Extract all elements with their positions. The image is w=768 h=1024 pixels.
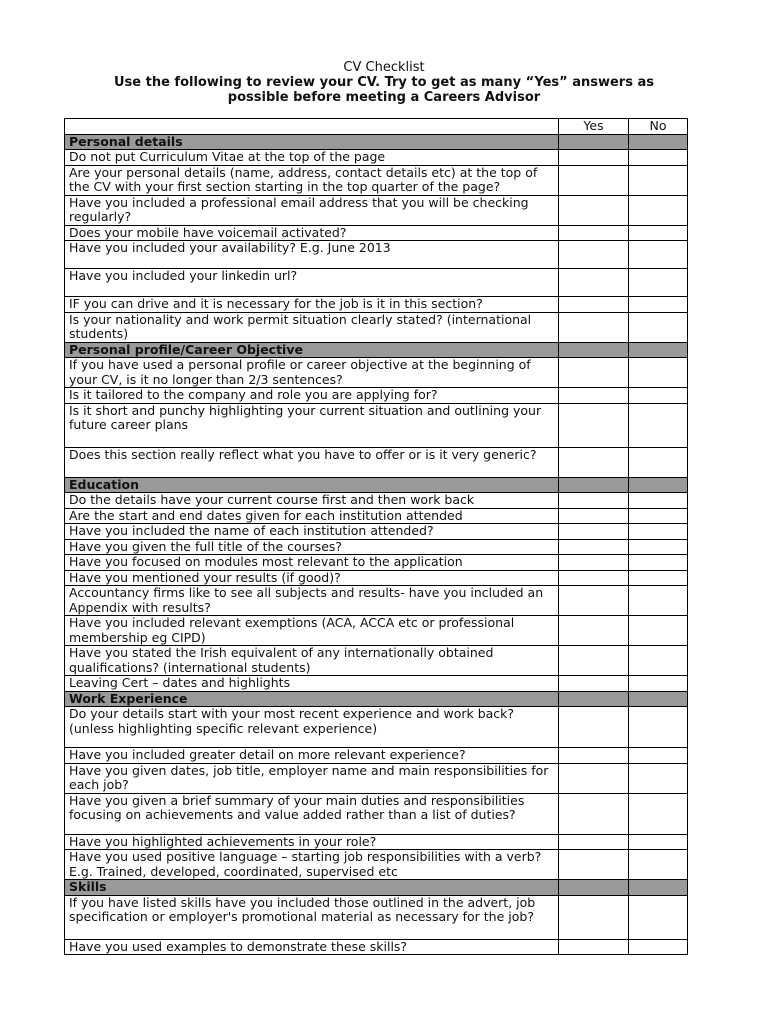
checklist-question: Are your personal details (name, address, contact details etc) at the top of the CV with your first section starting in the top quarter of the page? (65, 165, 559, 195)
no-answer-cell[interactable] (629, 165, 688, 195)
checklist-question: Have you mentioned your results (if good)? (65, 570, 559, 586)
no-answer-cell[interactable] (629, 586, 688, 616)
checklist-question: Is your nationality and work permit situation clearly stated? (international students) (65, 312, 559, 342)
checklist-row (65, 447, 688, 477)
checklist-row (65, 539, 688, 555)
checklist-question: Have you included your linkedin url? (65, 269, 559, 297)
yes-answer-cell[interactable] (559, 707, 629, 748)
yes-answer-cell[interactable] (559, 793, 629, 834)
checklist-question: Have you used positive language – starting job responsibilities with a verb? E.g. Trained, developed, coordinated, supervised etc (65, 850, 559, 880)
no-answer-cell[interactable] (629, 707, 688, 748)
checklist-question: Does your mobile have voicemail activated? (65, 225, 559, 241)
checklist-question: If you have used a personal profile or career objective at the beginning of your CV, is it no longer than 2/3 sentences? (65, 358, 559, 388)
page-subtitle-line-2: possible before meeting a Careers Advisor (227, 90, 541, 105)
checklist-row (65, 763, 688, 793)
yes-answer-cell[interactable] (559, 555, 629, 571)
checklist-row (65, 297, 688, 313)
no-answer-cell[interactable] (629, 763, 688, 793)
section-yes-cell (559, 880, 629, 896)
checklist-question: Have you given dates, job title, employer name and main responsibilities for each job? (65, 763, 559, 793)
checklist-row (65, 493, 688, 509)
checklist-question: Do the details have your current course first and then work back (65, 493, 559, 509)
section-header-row (65, 880, 688, 896)
checklist-row (65, 269, 688, 297)
yes-answer-cell[interactable] (559, 586, 629, 616)
checklist-question: If you have listed skills have you included those outlined in the advert, job specification or employer's promotional material as necessary for the job? (65, 895, 559, 939)
yes-answer-cell[interactable] (559, 297, 629, 313)
no-answer-cell[interactable] (629, 524, 688, 540)
no-answer-cell[interactable] (629, 646, 688, 676)
checklist-question: Have you included a professional email address that you will be checking regularly? (65, 195, 559, 225)
checklist-row (65, 895, 688, 939)
checklist-question: IF you can drive and it is necessary for the job is it in this section? (65, 297, 559, 313)
checklist-row (65, 793, 688, 834)
no-answer-cell[interactable] (629, 312, 688, 342)
yes-answer-cell[interactable] (559, 150, 629, 166)
checklist-question: Have you focused on modules most relevant to the application (65, 555, 559, 571)
checklist-row (65, 150, 688, 166)
checklist-row (65, 707, 688, 748)
checklist-row (65, 939, 688, 955)
yes-answer-cell[interactable] (559, 676, 629, 692)
header-no: No (629, 119, 688, 135)
checklist-question: Do your details start with your most recent experience and work back? (unless highlighting specific relevant experience) (65, 707, 559, 748)
no-answer-cell[interactable] (629, 388, 688, 404)
checklist-table (64, 118, 688, 955)
yes-answer-cell[interactable] (559, 895, 629, 939)
checklist-row (65, 388, 688, 404)
yes-answer-cell[interactable] (559, 763, 629, 793)
no-answer-cell[interactable] (629, 616, 688, 646)
no-answer-cell[interactable] (629, 195, 688, 225)
section-title: Personal profile/Career Objective (65, 342, 559, 358)
no-answer-cell[interactable] (629, 493, 688, 509)
no-answer-cell[interactable] (629, 676, 688, 692)
yes-answer-cell[interactable] (559, 312, 629, 342)
page-title: CV Checklist (343, 60, 425, 75)
checklist-row (65, 508, 688, 524)
checklist-row (65, 524, 688, 540)
header-question-cell (65, 119, 559, 135)
checklist-question: Accountancy firms like to see all subjects and results- have you included an Appendix with results? (65, 586, 559, 616)
checklist-question: Have you included greater detail on more relevant experience? (65, 748, 559, 764)
section-no-cell (629, 477, 688, 493)
section-yes-cell (559, 134, 629, 150)
yes-answer-cell[interactable] (559, 939, 629, 955)
yes-answer-cell[interactable] (559, 225, 629, 241)
no-answer-cell[interactable] (629, 539, 688, 555)
no-answer-cell[interactable] (629, 403, 688, 447)
section-title: Education (65, 477, 559, 493)
section-title: Personal details (65, 134, 559, 150)
section-header-row (65, 342, 688, 358)
document-header (0, 60, 768, 105)
section-no-cell (629, 880, 688, 896)
no-answer-cell[interactable] (629, 570, 688, 586)
section-yes-cell (559, 691, 629, 707)
checklist-row (65, 748, 688, 764)
yes-answer-cell[interactable] (559, 570, 629, 586)
yes-answer-cell[interactable] (559, 388, 629, 404)
no-answer-cell[interactable] (629, 297, 688, 313)
checklist-row (65, 834, 688, 850)
no-answer-cell[interactable] (629, 241, 688, 269)
checklist-row (65, 312, 688, 342)
checklist-row (65, 586, 688, 616)
no-answer-cell[interactable] (629, 508, 688, 524)
section-header-row (65, 477, 688, 493)
checklist-row (65, 165, 688, 195)
section-no-cell (629, 134, 688, 150)
checklist-row (65, 616, 688, 646)
yes-answer-cell[interactable] (559, 269, 629, 297)
page-subtitle-line-1: Use the following to review your CV. Try to get as many “Yes” answers as (113, 75, 654, 90)
yes-answer-cell[interactable] (559, 195, 629, 225)
section-header-row (65, 134, 688, 150)
no-answer-cell[interactable] (629, 225, 688, 241)
checklist-row (65, 570, 688, 586)
no-answer-cell[interactable] (629, 748, 688, 764)
checklist-question: Is it tailored to the company and role you are applying for? (65, 388, 559, 404)
checklist-row (65, 676, 688, 692)
section-header-row (65, 691, 688, 707)
checklist-row (65, 850, 688, 880)
no-answer-cell[interactable] (629, 447, 688, 477)
checklist-question: Do not put Curriculum Vitae at the top of the page (65, 150, 559, 166)
yes-answer-cell[interactable] (559, 850, 629, 880)
checklist-row (65, 403, 688, 447)
checklist-question: Have you used examples to demonstrate these skills? (65, 939, 559, 955)
checklist-row (65, 195, 688, 225)
checklist-question: Have you included your availability? E.g. June 2013 (65, 241, 559, 269)
checklist-row (65, 646, 688, 676)
header-yes: Yes (559, 119, 629, 135)
table-header-row (65, 119, 688, 135)
yes-answer-cell[interactable] (559, 403, 629, 447)
checklist-question: Have you highlighted achievements in your role? (65, 834, 559, 850)
yes-answer-cell[interactable] (559, 358, 629, 388)
checklist-question: Have you given a brief summary of your main duties and responsibilities focusing on achievements and value added rather than a list of duties? (65, 793, 559, 834)
checklist-question: Have you included the name of each institution attended? (65, 524, 559, 540)
no-answer-cell[interactable] (629, 793, 688, 834)
section-title: Skills (65, 880, 559, 896)
checklist-question: Are the start and end dates given for each institution attended (65, 508, 559, 524)
no-answer-cell[interactable] (629, 939, 688, 955)
section-no-cell (629, 342, 688, 358)
no-answer-cell[interactable] (629, 895, 688, 939)
checklist-question: Leaving Cert – dates and highlights (65, 676, 559, 692)
checklist-question: Does this section really reflect what you have to offer or is it very generic? (65, 447, 559, 477)
yes-answer-cell[interactable] (559, 524, 629, 540)
checklist-question: Have you included relevant exemptions (ACA, ACCA etc or professional membership eg CIPD) (65, 616, 559, 646)
yes-answer-cell[interactable] (559, 508, 629, 524)
section-no-cell (629, 691, 688, 707)
no-answer-cell[interactable] (629, 358, 688, 388)
section-yes-cell (559, 477, 629, 493)
checklist-row (65, 225, 688, 241)
yes-answer-cell[interactable] (559, 447, 629, 477)
yes-answer-cell[interactable] (559, 165, 629, 195)
checklist-question: Have you stated the Irish equivalent of any internationally obtained qualifications? (international students) (65, 646, 559, 676)
no-answer-cell[interactable] (629, 834, 688, 850)
checklist-question: Is it short and punchy highlighting your current situation and outlining your future career plans (65, 403, 559, 447)
checklist-row (65, 555, 688, 571)
section-title: Work Experience (65, 691, 559, 707)
checklist-row (65, 241, 688, 269)
no-answer-cell[interactable] (629, 850, 688, 880)
yes-answer-cell[interactable] (559, 646, 629, 676)
yes-answer-cell[interactable] (559, 539, 629, 555)
yes-answer-cell[interactable] (559, 616, 629, 646)
yes-answer-cell[interactable] (559, 493, 629, 509)
yes-answer-cell[interactable] (559, 748, 629, 764)
yes-answer-cell[interactable] (559, 834, 629, 850)
checklist-question: Have you given the full title of the courses? (65, 539, 559, 555)
no-answer-cell[interactable] (629, 150, 688, 166)
yes-answer-cell[interactable] (559, 241, 629, 269)
no-answer-cell[interactable] (629, 555, 688, 571)
no-answer-cell[interactable] (629, 269, 688, 297)
section-yes-cell (559, 342, 629, 358)
checklist-row (65, 358, 688, 388)
